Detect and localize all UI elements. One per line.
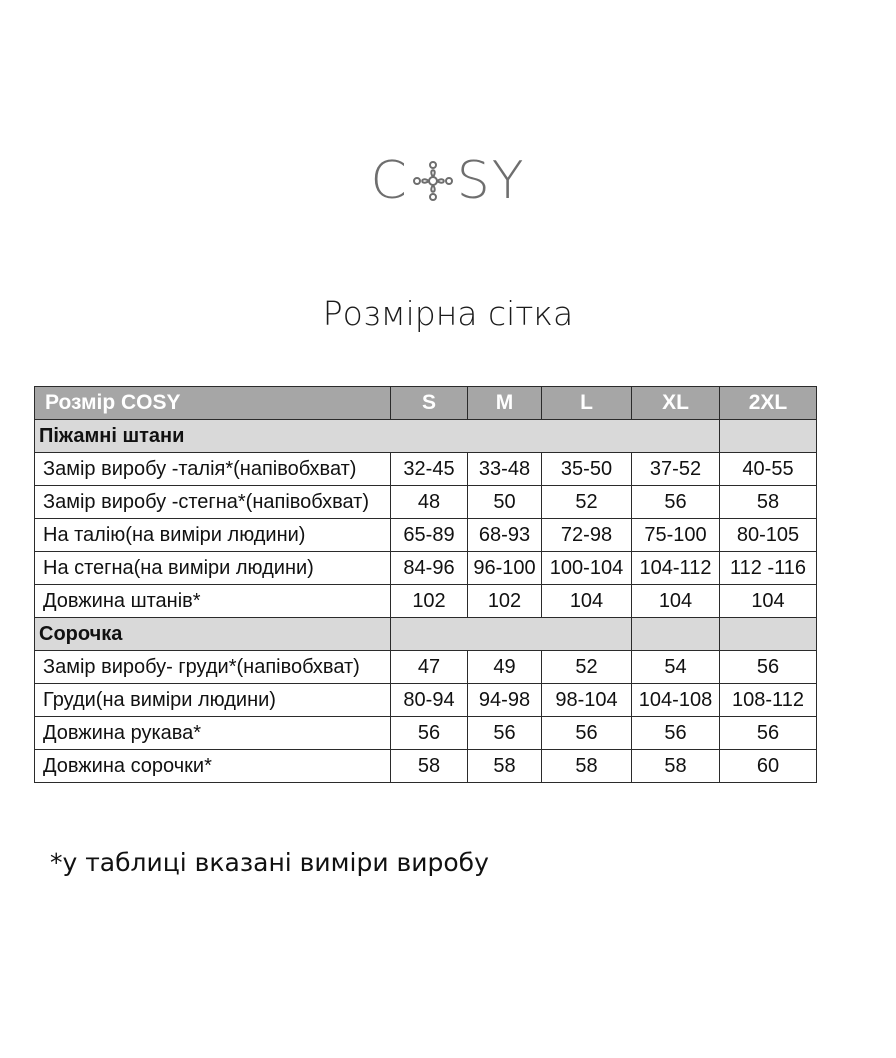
cell-m: 49 <box>468 651 542 684</box>
cell-s: 102 <box>391 585 468 618</box>
row-label: Довжина сорочки* <box>35 750 391 783</box>
cell-m: 68-93 <box>468 519 542 552</box>
table-row <box>35 552 817 585</box>
cell-2xl: 108-112 <box>720 684 817 717</box>
table-header-row <box>35 387 817 420</box>
row-label: На стегна(на виміри людини) <box>35 552 391 585</box>
row-label: Довжина рукава* <box>35 717 391 750</box>
cell-s: 84-96 <box>391 552 468 585</box>
row-label: Замір виробу- груди*(напівобхват) <box>35 651 391 684</box>
cell-l: 58 <box>542 750 632 783</box>
cell-2xl: 112 -116 <box>720 552 817 585</box>
brand-logo <box>0 148 896 214</box>
cell-m: 58 <box>468 750 542 783</box>
table-row <box>35 453 817 486</box>
cell-l: 98-104 <box>542 684 632 717</box>
cell-2xl: 104 <box>720 585 817 618</box>
footnote: *у таблиці вказані виміри виробу <box>50 848 489 877</box>
row-label: Замір виробу -талія*(напівобхват) <box>35 453 391 486</box>
cell-2xl: 80-105 <box>720 519 817 552</box>
table-row <box>35 486 817 519</box>
cell-s: 48 <box>391 486 468 519</box>
cell-s: 80-94 <box>391 684 468 717</box>
logo-letter-c: C <box>370 151 409 211</box>
cell-m: 56 <box>468 717 542 750</box>
cell-l: 100-104 <box>542 552 632 585</box>
table-row <box>35 750 817 783</box>
cell-xl: 75-100 <box>632 519 720 552</box>
cell-xl: 56 <box>632 486 720 519</box>
logo-letter-y: Y <box>491 151 526 211</box>
cell-l: 35-50 <box>542 453 632 486</box>
header-cell-size: Розмір COSY <box>35 387 391 420</box>
cell-m: 96-100 <box>468 552 542 585</box>
cell-2xl: 56 <box>720 717 817 750</box>
header-cell-xl: XL <box>632 387 720 420</box>
section-row-shirt <box>35 618 817 651</box>
section-title: Піжамні штани <box>35 420 720 453</box>
row-label: Груди(на виміри людини) <box>35 684 391 717</box>
section-empty-cell <box>720 420 817 453</box>
section-title: Сорочка <box>35 618 391 651</box>
table-row <box>35 717 817 750</box>
logo-letter-s: S <box>456 151 492 211</box>
section-empty-cell <box>632 618 720 651</box>
cell-l: 56 <box>542 717 632 750</box>
row-label: Довжина штанів* <box>35 585 391 618</box>
cell-s: 65-89 <box>391 519 468 552</box>
page-title: Розмірна сітка <box>322 294 574 333</box>
section-row-pants <box>35 420 817 453</box>
section-empty-cell <box>391 618 632 651</box>
cell-m: 94-98 <box>468 684 542 717</box>
header-cell-l: L <box>542 387 632 420</box>
cell-xl: 104-108 <box>632 684 720 717</box>
cell-2xl: 58 <box>720 486 817 519</box>
cell-2xl: 40-55 <box>720 453 817 486</box>
cell-2xl: 60 <box>720 750 817 783</box>
table-row <box>35 651 817 684</box>
size-chart-table <box>34 386 817 783</box>
cell-2xl: 56 <box>720 651 817 684</box>
cell-l: 104 <box>542 585 632 618</box>
section-empty-cell <box>720 618 817 651</box>
table-row <box>35 684 817 717</box>
cell-m: 33-48 <box>468 453 542 486</box>
table-row <box>35 585 817 618</box>
row-label: Замір виробу -стегна*(напівобхват) <box>35 486 391 519</box>
header-cell-s: S <box>391 387 468 420</box>
cell-s: 32-45 <box>391 453 468 486</box>
cell-xl: 104 <box>632 585 720 618</box>
cell-l: 52 <box>542 486 632 519</box>
flower-knot-icon <box>410 158 456 204</box>
cell-xl: 54 <box>632 651 720 684</box>
table-row <box>35 519 817 552</box>
cell-m: 50 <box>468 486 542 519</box>
cell-l: 72-98 <box>542 519 632 552</box>
cell-s: 58 <box>391 750 468 783</box>
cell-xl: 104-112 <box>632 552 720 585</box>
row-label: На талію(на виміри людини) <box>35 519 391 552</box>
cell-s: 47 <box>391 651 468 684</box>
header-cell-m: M <box>468 387 542 420</box>
cell-m: 102 <box>468 585 542 618</box>
cell-xl: 56 <box>632 717 720 750</box>
cell-xl: 37-52 <box>632 453 720 486</box>
cell-l: 52 <box>542 651 632 684</box>
header-cell-2xl: 2XL <box>720 387 817 420</box>
cell-xl: 58 <box>632 750 720 783</box>
cell-s: 56 <box>391 717 468 750</box>
